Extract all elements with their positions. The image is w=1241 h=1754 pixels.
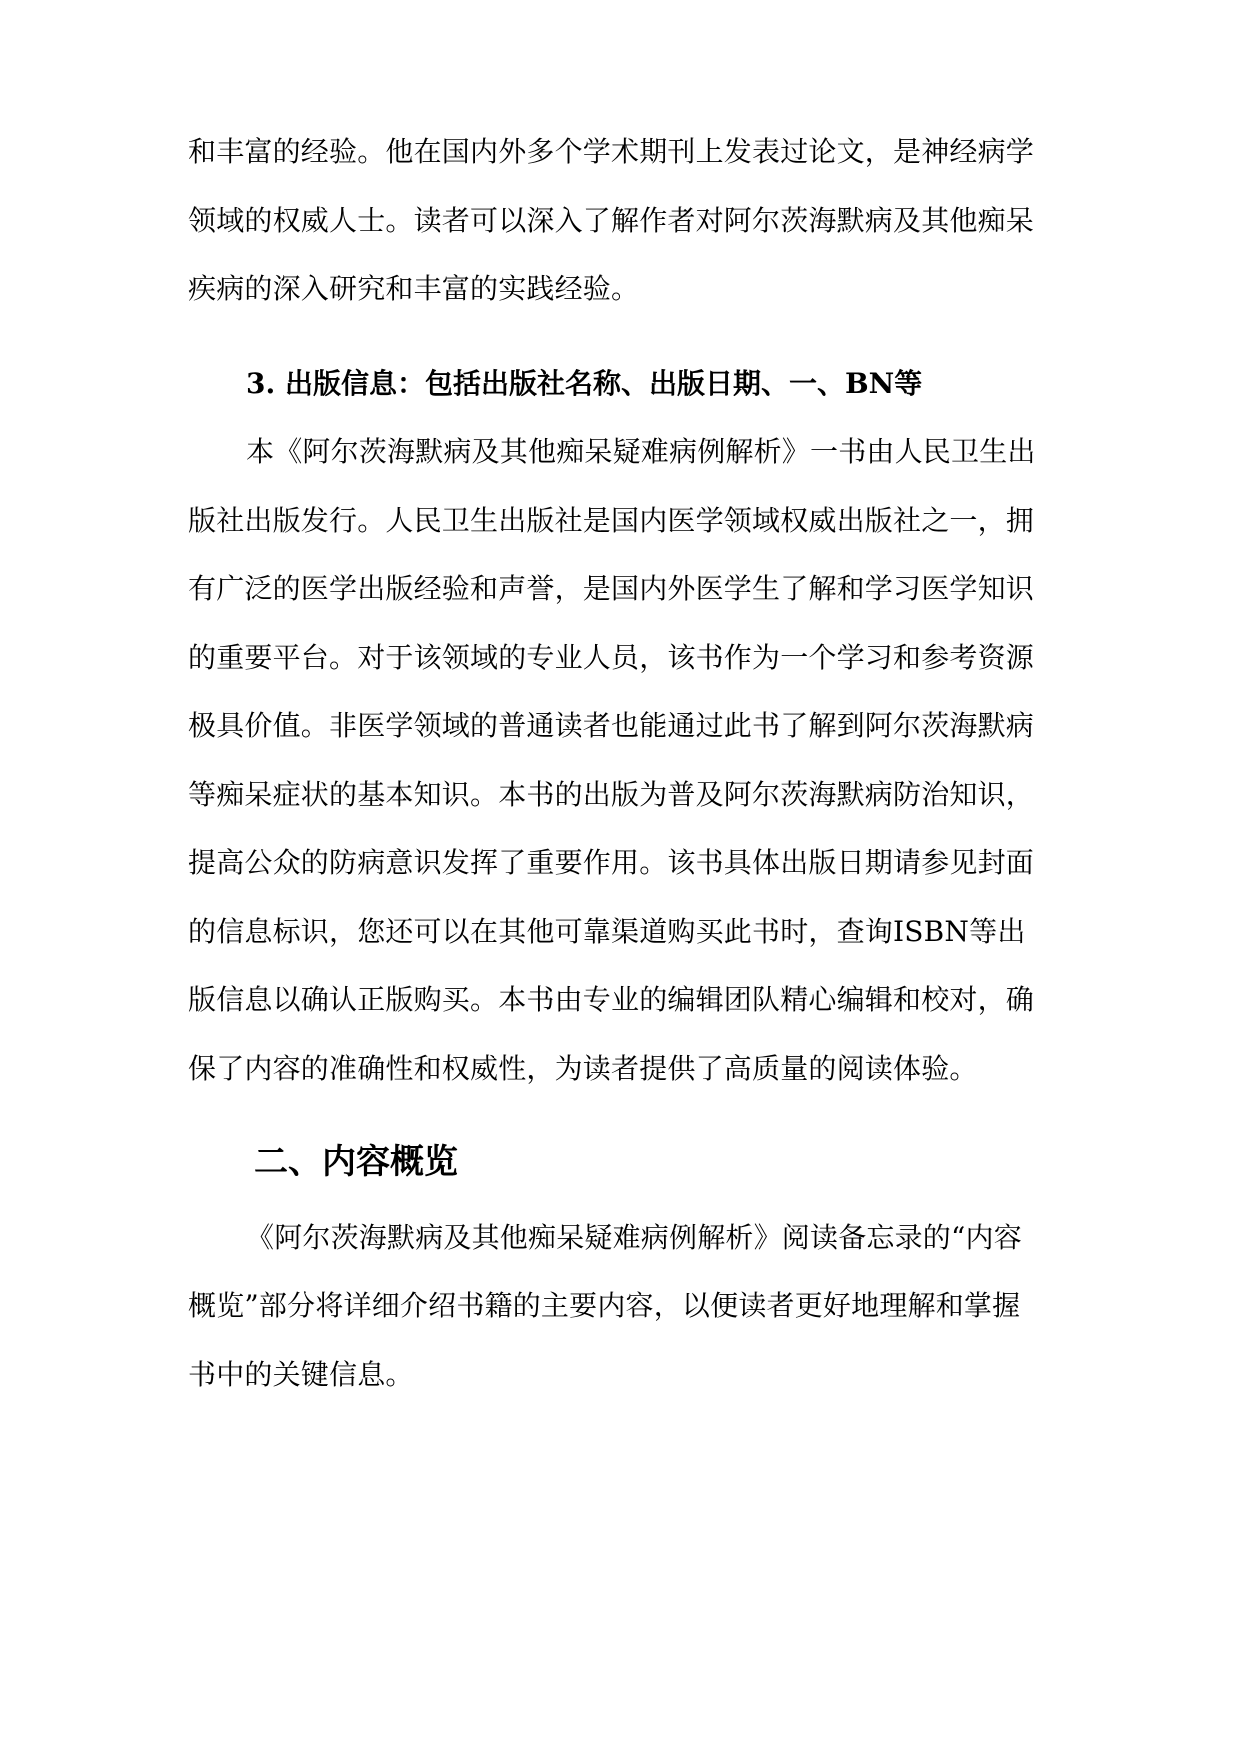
overview-line-1: 《阿尔茨海默病及其他痴呆疑难病例解析》阅读备忘录的“内容 <box>246 1221 1022 1254</box>
section-heading-content-overview: 二、内容概览 <box>254 1142 458 1182</box>
subsection-heading-publication-info: 3. 出版信息：包括出版社名称、出版日期、一、BN等 <box>246 367 923 400</box>
publication-line-2: 版社出版发行。人民卫生出版社是国内医学领域权威出版社之一，拥 <box>188 504 1035 537</box>
publication-line-3: 有广泛的医学出版经验和声誉，是国内外医学生了解和学习医学知识 <box>188 572 1035 605</box>
publication-line-10: 保了内容的准确性和权威性，为读者提供了高质量的阅读体验。 <box>188 1052 978 1085</box>
intro-line-1: 和丰富的经验。他在国内外多个学术期刊上发表过论文，是神经病学 <box>188 135 1035 168</box>
publication-line-4: 的重要平台。对于该领域的专业人员，该书作为一个学习和参考资源 <box>188 641 1035 674</box>
publication-line-7: 提高公众的防病意识发挥了重要作用。该书具体出版日期请参见封面 <box>188 846 1035 879</box>
publication-line-9: 版信息以确认正版购买。本书由专业的编辑团队精心编辑和校对，确 <box>188 983 1035 1016</box>
overview-line-2: 概览”部分将详细介绍书籍的主要内容，以便读者更好地理解和掌握 <box>188 1289 1021 1322</box>
publication-line-6: 等痴呆症状的基本知识。本书的出版为普及阿尔茨海默病防治知识， <box>188 778 1035 811</box>
overview-line-3: 书中的关键信息。 <box>188 1358 414 1391</box>
publication-line-8: 的信息标识，您还可以在其他可靠渠道购买此书时，查询ISBN等出 <box>188 915 1026 948</box>
publication-line-1: 本《阿尔茨海默病及其他痴呆疑难病例解析》一书由人民卫生出 <box>246 435 1036 468</box>
intro-line-3: 疾病的深入研究和丰富的实践经验。 <box>188 272 640 305</box>
intro-line-2: 领域的权威人士。读者可以深入了解作者对阿尔茨海默病及其他痴呆 <box>188 204 1035 237</box>
publication-line-5: 极具价值。非医学领域的普通读者也能通过此书了解到阿尔茨海默病 <box>188 709 1035 742</box>
